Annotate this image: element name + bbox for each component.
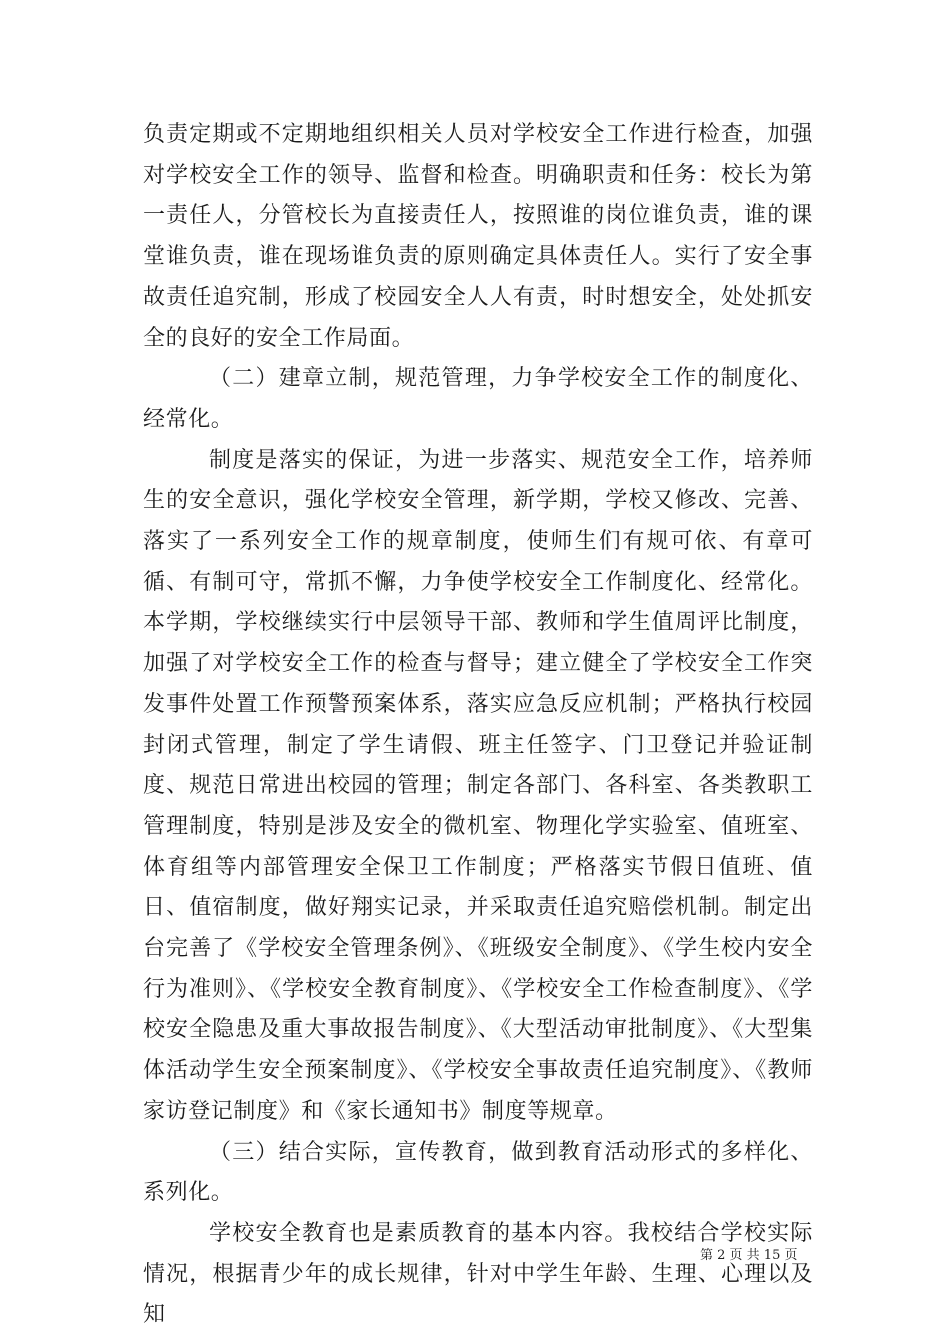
section-heading-2: （二）建章立制，规范管理，力争学校安全工作的制度化、经常化。	[143, 366, 813, 432]
paragraph-education: 学校安全教育也是素质教育的基本内容。我校结合学校实际情况，根据青少年的成长规律，针对中学生年龄、生理、心理以及知	[143, 1220, 813, 1328]
section-heading-3: （三）结合实际，宣传教育，做到教育活动形式的多样化、系列化。	[143, 1139, 813, 1206]
paragraph-regulations: 制度是落实的保证，为进一步落实、规范安全工作，培养师生的安全意识，强化学校安全管理，新学期，学校又修改、完善、落实了一系列安全工作的规章制度，使师生们有规可依、有章可循、有制可守，常抓不懈，力争使学校安全工作制度化、经常化。本学期，学校继续实行中层领导干部、教师和学生值周评比制度，加强了对学校安全工作的检查与督导；建立健全了学校安全工作突发事件处置工作预警预案体系，落实应急反应机制；严格执行校园封闭式管理，制定了学生请假、班主任签字、门卫登记并验证制度、规范日常进出校园的管理；制定各部门、各科室、各类教职工管理制度，特别是涉及安全的微机室、物理化学实验室、值班室、体育组等内部管理安全保卫工作制度；严格落实节假日值班、值日、值宿制度，做好翔实记录，并采取责任追究赔偿机制。制定出台完善了《学校安全管理条例》、《班级安全制度》、《学生校内安全行为准则》、《学校安全教育制度》、《学校安全工作检查制度》、《学校安全隐患及重大事故报告制度》、《大型活动审批制度》、《大型集体活动学生安全预案制度》、《学校安全事故责任追究制度》、《教师家访登记制度》和《家长通知书》制度等规章。	[143, 447, 813, 1124]
paragraph-continuation: 负责定期或不定期地组织相关人员对学校安全工作进行检查，加强对学校安全工作的领导、监督和检查。明确职责和任务：校长为第一责任人，分管校长为直接责任人，按照谁的岗位谁负责，谁的课堂谁负责，谁在现场谁负责的原则确定具体责任人。实行了安全事故责任追究制，形成了校园安全人人有责，时时想安全，处处抓安全的良好的安全工作局面。	[143, 122, 813, 351]
page-number-footer: 第 2 页 共 15 页	[700, 1248, 798, 1263]
document-body	[143, 115, 813, 1336]
